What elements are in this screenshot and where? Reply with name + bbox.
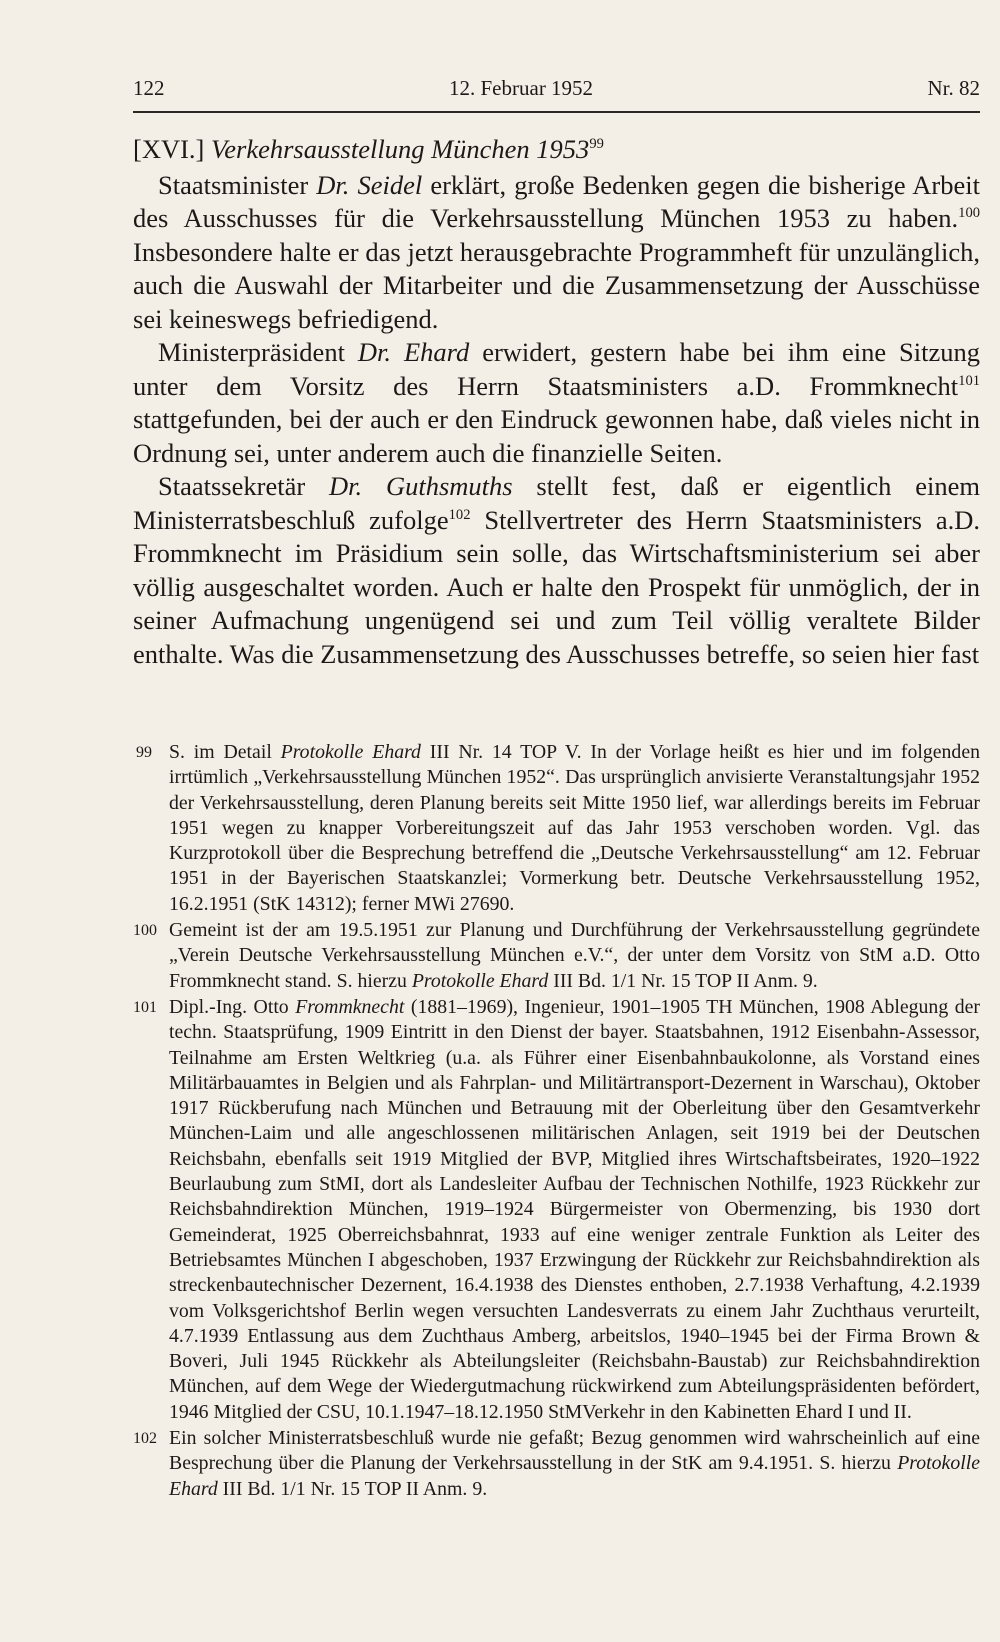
footnote-number: 101 [133, 998, 157, 1016]
footnote-number: 100 [133, 922, 157, 940]
text-run: Staatsminister [158, 169, 317, 200]
text-run: Staatssekretär [158, 471, 329, 501]
footnote [133, 995, 980, 1425]
italic-run: Protokolle Ehard [411, 969, 549, 992]
paragraph [133, 470, 980, 671]
footnote-number: 102 [133, 1430, 157, 1448]
footnotes [133, 740, 980, 1503]
italic-run: Dr. Guthsmuths [328, 471, 513, 501]
text-run: Stellvertreter des Herrn Staatsministers a.D. Frommknecht im Präsidium sein solle, das Wirtschaftsministerium sei aber völlig ausgeschaltet worden. Auch er halte den Prospekt für unmöglich, der in seiner Aufmachung ungenügend sei und zum Teil völlig veraltete Bilder enthalte. Was die Zusammensetzung des Ausschusses betreffe, so seien hier fast [133, 504, 980, 669]
text-run: S. im Detail [169, 741, 281, 763]
section-prefix: [XVI.] [133, 134, 211, 164]
footnote-ref: 101 [958, 372, 980, 389]
footnote [133, 1426, 980, 1502]
footnote-number: 99 [136, 744, 152, 761]
italic-run: Dr. Ehard [357, 337, 470, 367]
footnote-ref: 99 [589, 136, 604, 153]
document-number: Nr. 82 [927, 76, 980, 100]
text-run: III Bd. 1/1 Nr. 15 TOP II Anm. 9. [217, 1477, 488, 1500]
paragraphs [133, 169, 980, 672]
text-run: Ministerpräsident [158, 337, 358, 367]
section-title [133, 133, 980, 167]
italic-run: Frommknecht [295, 995, 405, 1018]
paragraph [133, 169, 980, 337]
text-run: Gemeint ist der am 19.5.1951 zur Planung und Durchführung der Verkehrsausstellung gegründete „Verein Deutsche Verkehrsausstellung München e.V.“, der unter dem Vorsitz von StM a.D. Otto Frommknecht stand. S. hierzu [169, 919, 980, 992]
text-run: Ein solcher Ministerratsbeschluß wurde nie gefaßt; Bezug genommen wird wahrscheinlich auf eine Besprechung über die Planung der Verkehrsausstellung in der StK am 9.4.1951. S. hierzu [169, 1427, 980, 1475]
italic-run: Dr. Seidel [316, 169, 423, 200]
running-header [133, 76, 980, 106]
text-run: Insbesondere halte er das jetzt herausgebrachte Programmheft für unzulänglich, auch die Auswahl der Mitarbeiter und die Zusammensetzung der Ausschüsse sei keineswegs befriedigend. [133, 236, 980, 334]
text-run: stellt fest, daß er eigentlich einem Ministerratsbeschluß zufolge [133, 471, 980, 535]
text-run: III Bd. 1/1 Nr. 15 TOP II Anm. 9. [548, 969, 818, 992]
main-text [133, 133, 980, 671]
footnote-ref: 102 [448, 506, 471, 523]
footnote-ref: 100 [958, 205, 980, 222]
text-run: Dipl.-Ing. Otto [169, 995, 296, 1018]
header-rule [133, 111, 980, 113]
text-run: (1881–1969), Ingenieur, 1901–1905 TH München, 1908 Ablegung der techn. Staatsprüfung, 1909 Eintritt in den Dienst der bayer. Staatsbahnen, 1912 Eisenbahn-Assessor, Teilnahme am Ersten Weltkrieg (u.a. als Führer einer Eisenbahnbaukolonne, als Vorstand eines Militärbauamtes in Belgien und als Fahrplan- und Militärtransport-Dezernent in Warschau), Oktober 1917 Rückberufung nach München und Betrauung mit der Oberleitung über den Gesamtverkehr München-Laim und alle angeschlossenen militärischen Anlagen, seit 1919 bei der Deutschen Reichsbahn, ebenfalls seit 1919 Mitglied der BVP, Mitglied ihres Wirtschaftsbeirates, 1920–1922 Beurlaubung zum StMI, dort als Landesleiter Aufbau der Technischen Nothilfe, 1923 Rückkehr zur Reichsbahndirektion München, 1919–1924 Bürgermeister von Obermenzing, bis 1930 dort Gemeinderat, 1925 Oberreichsbahnrat, 1933 auf eine weniger zentrale Funktion als Leiter des Betriebsamtes München I abgeschoben, 1937 Erzwingung der Rückkehr zur Reichsbahndirektion als streckenbautechnischer Dezernent, 16.4.1938 des Dienstes enthoben, 2.7.1938 Verhaftung, 4.2.1939 vom Volksgerichtshof Berlin wegen versuchten Landesverrats zu einem Jahr Zuchthaus verurteilt, 4.7.1939 Entlassung aus dem Zuchthaus Amberg, arbeitslos, 1940–1945 bei der Firma Brown & Boveri, Juli 1945 Rückkehr als Abteilungsleiter (Reichsbahn-Baustab) zur Reichsbahndirektion München, auf dem Wege der Wiedergutmachung rückwirkend zum Abteilungspräsidenten befördert, 1946 Mitglied der CSU, 10.1.1947–18.12.1950 StMVerkehr in den Kabinetten Ehard I und II. [169, 995, 980, 1423]
footnote [133, 740, 980, 917]
text-run: stattgefunden, bei der auch er den Eindruck gewonnen habe, daß vieles nicht in Ordnung sei, unter anderem auch die finanzielle Seiten. [133, 404, 980, 468]
italic-run: Protokolle Ehard [280, 741, 421, 763]
page-number: 122 [133, 76, 165, 100]
paragraph [133, 336, 980, 470]
header-date: 12. Februar 1952 [449, 76, 594, 100]
section-title-text: Verkehrsausstellung München 1953 [211, 134, 590, 164]
text-run: III Nr. 14 TOP V. In der Vorlage heißt es hier und im folgenden irrtümlich „Verkehrsausstellung München 1952“. Das ursprünglich anvisierte Veranstaltungsjahr 1952 der Verkehrsausstellung, deren Planung bereits seit Mitte 1950 lief, war allerdings bereits im Februar 1951 wegen zu knapper Vorbereitungszeit auf das Jahr 1953 verschoben worden. Vgl. das Kurzprotokoll über die Besprechung betreffend die „Deutsche Verkehrsausstellung“ am 12. Februar 1951 in der Bayerischen Staatskanzlei; Vormerkung betr. Deutsche Verkehrsausstellung 1952, 16.2.1951 (StK 14312); ferner MWi 27690. [169, 741, 980, 915]
italic-run: Protokolle Ehard [169, 1452, 980, 1500]
text-run: erklärt, große Bedenken gegen die bisherige Arbeit des Ausschusses für die Verkehrsausstellung München 1953 zu haben. [133, 169, 980, 233]
footnote [133, 918, 980, 994]
text-run: erwidert, gestern habe bei ihm eine Sitzung unter dem Vorsitz des Herrn Staatsministers a.D. Frommknecht [133, 337, 981, 401]
